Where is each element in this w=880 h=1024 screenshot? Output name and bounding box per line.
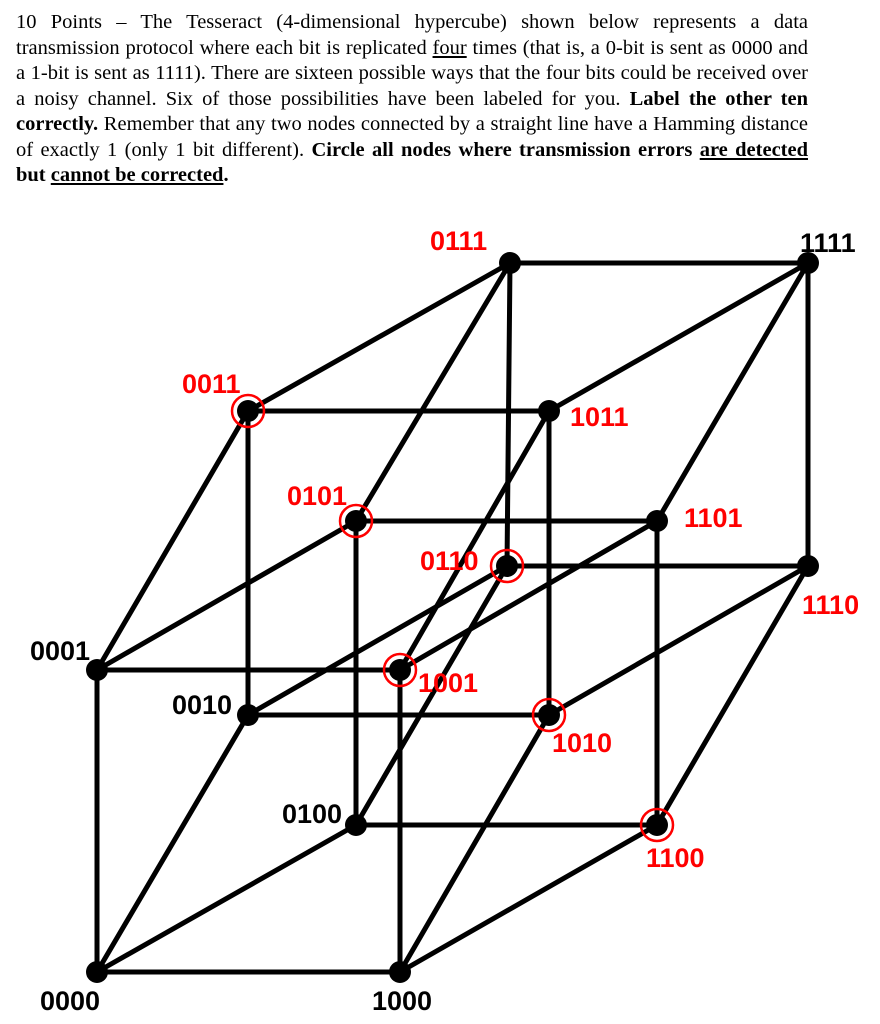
node-label-0011: 0011 [182,369,241,399]
node-label-0010: 0010 [172,690,233,720]
mid-text-2: Remember that any two nodes connected by a straight line have a Hamming distance of exactly 1 (only 1 bit different). [16,113,808,161]
edge-1001-1101 [400,521,657,670]
node-0011 [237,400,259,422]
node-1101 [646,510,668,532]
node-1100 [646,814,668,836]
edge-0000-0010 [97,715,248,972]
node-1000 [389,961,411,983]
mid-text-1: times (that is, a 0-bit is sent as 0000 and a 1-bit is sent as 1111). There are sixteen possible ways that the four bits could be received over a noisy channel. Six of those possibilities have been labeled for you. [16,36,808,110]
points: 10 Points [16,11,103,33]
node-0010 [237,704,259,726]
node-label-0000: 0000 [40,986,101,1016]
edge-0001-0101 [97,521,356,670]
edge-0000-0100 [97,825,356,972]
node-0100 [345,814,367,836]
node-0110 [496,555,518,577]
intro-text: The Tesseract (4-dimensional hypercube) shown below represents a data transmission protocol where each bit is replicated [16,11,808,59]
edge-1000-1100 [400,825,657,972]
cannot-be-corrected: cannot be corrected [50,164,224,186]
node-label-0100: 0100 [282,799,343,829]
node-label-1101: 1101 [684,503,743,533]
node-1010 [538,704,560,726]
node-label-1011: 1011 [570,402,629,432]
dash: – [102,11,141,33]
but-word: but [16,164,51,186]
node-label-0101: 0101 [287,481,348,511]
node-1110 [797,555,819,577]
node-label-1001: 1001 [418,668,479,698]
node-label-1111: 1111 [800,228,856,258]
edge-1100-1110 [657,566,808,825]
period: . [223,164,229,186]
node-label-1110: 1110 [802,590,860,620]
edge-0001-0011 [97,411,248,670]
node-label-1100: 1100 [646,843,705,873]
node-0000 [86,961,108,983]
label-instruction: Label the other ten correctly. [16,87,809,135]
edge-0011-0111 [248,263,510,411]
node-1001 [389,659,411,681]
are-detected: are detected [699,138,809,161]
node-0111 [499,252,521,274]
edge-1011-1111 [549,263,808,411]
node-label-1000: 1000 [372,986,433,1016]
edge-1101-1111 [657,263,808,521]
node-label-0111: 0111 [430,226,488,256]
emphasis-four: four [432,36,467,59]
edge-1000-1010 [400,715,549,972]
node-label-1010: 1010 [552,728,613,758]
node-label-0110: 0110 [420,546,479,576]
circle-instruction: Circle all nodes where transmission errors [311,138,700,161]
edge-0101-0111 [356,263,510,521]
edge-1010-1110 [549,566,808,715]
node-1011 [538,400,560,422]
edge-0110-0111 [507,263,510,566]
edge-1001-1011 [400,411,549,670]
node-label-0001: 0001 [30,636,91,666]
node-0101 [345,510,367,532]
